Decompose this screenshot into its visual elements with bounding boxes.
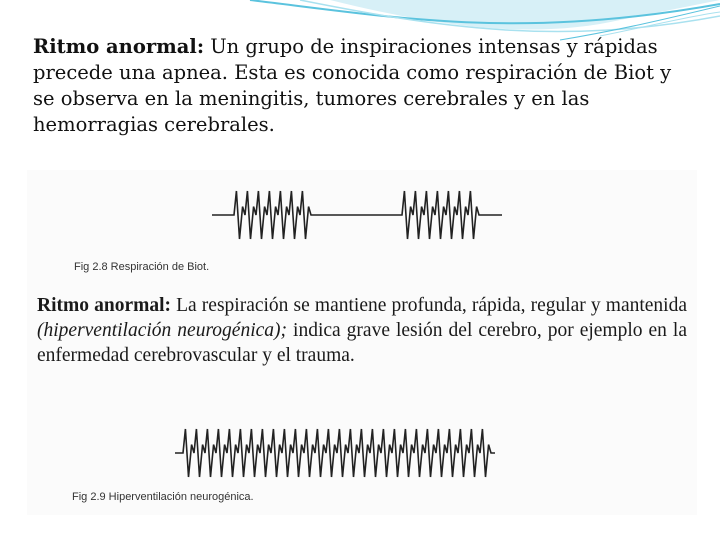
slide-body-text: Un grupo de inspiraciones intensas y rápidas precede una apnea. Esta es conocida como respiración de Biot y se observa en la meningitis, tumores cerebrales y en las hemorragias cerebrales. [33, 35, 672, 136]
figure-paragraph-text-2: indica grave lesión del cerebro, por ejemplo en la enfermedad cerebrovascular y el trauma. [37, 320, 687, 366]
biot-respiration-waveform [212, 184, 502, 246]
figure-paragraph-italic: (hiperventilación neurogénica); [37, 320, 288, 341]
slide-paragraph [33, 34, 673, 138]
hyperventilation-waveform [175, 422, 495, 484]
figure-paragraph [37, 293, 687, 368]
figure-paragraph-text-1: La respiración se mantiene profunda, rápida, regular y mantenida [171, 295, 687, 316]
hyperventilation-waveform-path [175, 429, 495, 477]
slide-heading-term: Ritmo anormal: [33, 35, 205, 58]
scanned-figure [27, 170, 697, 515]
biot-waveform-path [212, 191, 502, 239]
caption-biot: Fig 2.8 Respiración de Biot. [74, 261, 210, 273]
caption-hyperventilation: Fig 2.9 Hiperventilación neurogénica. [72, 491, 254, 503]
figure-paragraph-term: Ritmo anormal: [37, 295, 172, 316]
